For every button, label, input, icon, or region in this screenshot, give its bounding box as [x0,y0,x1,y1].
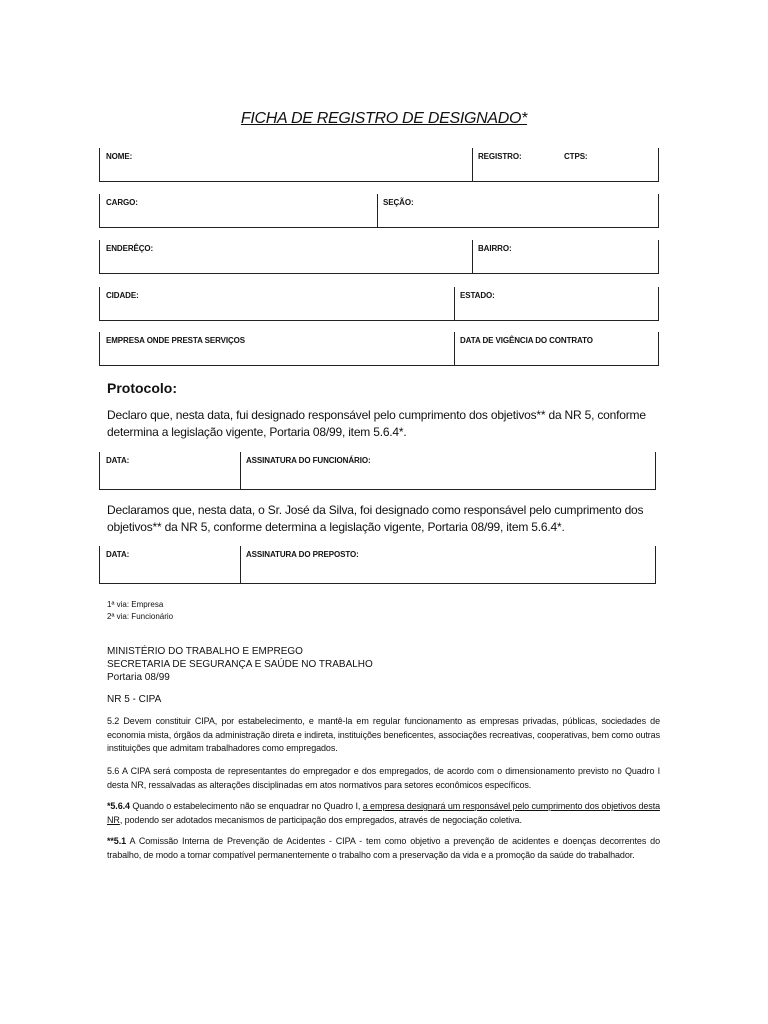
cidade-label: CIDADE: [106,291,139,300]
cargo-label: CARGO: [106,198,138,207]
item-5-6-4-text-a: Quando o estabelecimento não se enquadrar no Quadro I, [129,801,363,811]
via-1: 1ª via: Empresa [107,600,164,609]
nr-heading: NR 5 - CIPA [107,694,162,705]
ministry-block [107,645,373,684]
field-estado[interactable] [454,287,660,320]
field-assinatura-funcionario[interactable] [240,452,657,489]
field-assinatura-preposto[interactable] [240,546,657,583]
secao-label: SEÇÃO: [383,198,414,207]
row-assinatura-preposto [99,546,656,584]
endereco-label: ENDERÊÇO: [106,244,154,253]
ministry-line-2: SECRETARIA DE SEGURANÇA E SAÚDE NO TRABALHO [107,659,373,670]
row-assinatura-funcionario [99,452,656,490]
row-cargo [99,194,659,228]
field-data-2[interactable] [100,546,240,583]
declaro-text: Declaro que, nesta data, fui designado responsável pelo cumprimento dos objetivos** da NR 5, conforme determina a legislação vigente, Portaria 08/99, item 5.6.4*. [107,408,646,439]
row-cidade [99,287,659,321]
data-label-1: DATA: [106,456,130,465]
protocolo-heading: Protocolo: [107,380,177,396]
item-5-6-4-underlined: a empresa designará um responsável pelo cumprimento dos objetivos desta NR [107,801,660,825]
item-5-1 [107,835,660,862]
empresa-label: EMPRESA ONDE PRESTA SERVIÇOS [106,336,246,345]
data-vigencia-label: DATA DE VIGÊNCIA DO CONTRATO [460,336,593,345]
bairro-label: BAIRRO: [478,244,512,253]
field-cargo[interactable] [100,194,377,227]
form-title: FICHA DE REGISTRO DE DESIGNADO* [240,110,528,127]
ctps-label: CTPS: [564,152,588,161]
nome-label: NOME: [106,152,133,161]
assinatura-preposto-label: ASSINATURA DO PREPOSTO: [246,550,359,559]
field-registro[interactable] [472,148,660,181]
item-5-1-text: A Comissão Interna de Prevenção de Acidentes - CIPA - tem como objetivo a prevenção de acidentes e doenças decorrentes do trabalho, de modo a tornar compatível permanentemente o trabalho com a preservação da vida e a promoção da saúde do trabalhador. [107,836,660,860]
item-5-6: 5.6 A CIPA será composta de representantes do empregador e dos empregados, de acordo com o dimensionamento previsto no Quadro I desta NR, ressalvadas as alterações disciplinadas em atos normativos para setores econômicos específicos. [107,766,660,790]
field-cidade[interactable] [100,287,454,320]
field-endereco[interactable] [100,240,472,273]
row-nome [99,148,659,182]
declaramos-text: Declaramos que, nesta data, o Sr. José da Silva, foi designado como responsável pelo cumprimento dos objetivos** da NR 5, conforme determina a legislação vigente, Portaria 08/99, item 5.6.4*. [107,503,644,534]
field-secao[interactable] [377,194,660,227]
field-data-vigencia[interactable] [454,332,660,365]
ministry-line-3: Portaria 08/99 [107,672,170,683]
item-5-6-4-text-b: , podendo ser adotados mecanismos de participação dos empregados, através de negociação coletiva. [119,814,522,825]
data-label-2: DATA: [106,550,130,559]
item-5-2: 5.2 Devem constituir CIPA, por estabelecimento, e mantê-la em regular funcionamento as empresas privadas, públicas, sociedades de economia mista, órgãos da administração direta e indireta, instituições beneficentes, associações recreativas, cooperativas, bem como outras instituições que admitam trabalhadores como empregados. [107,716,660,753]
field-empresa[interactable] [100,332,454,365]
row-empresa [99,332,659,366]
item-5-1-number: **5.1 [107,836,127,846]
field-data-1[interactable] [100,452,240,489]
estado-label: ESTADO: [460,291,495,300]
registro-label: REGISTRO: [478,152,522,161]
ministry-line-1: MINISTÉRIO DO TRABALHO E EMPREGO [107,646,303,657]
row-endereco [99,240,659,274]
item-5-6-4 [107,800,660,827]
field-bairro[interactable] [472,240,660,273]
item-5-6-4-number: *5.6.4 [107,801,130,811]
field-nome[interactable] [100,148,472,181]
assinatura-funcionario-label: ASSINATURA DO FUNCIONÁRIO: [246,456,371,465]
via-2: 2ª via: Funcionário [107,612,174,621]
vias-block [107,599,173,623]
